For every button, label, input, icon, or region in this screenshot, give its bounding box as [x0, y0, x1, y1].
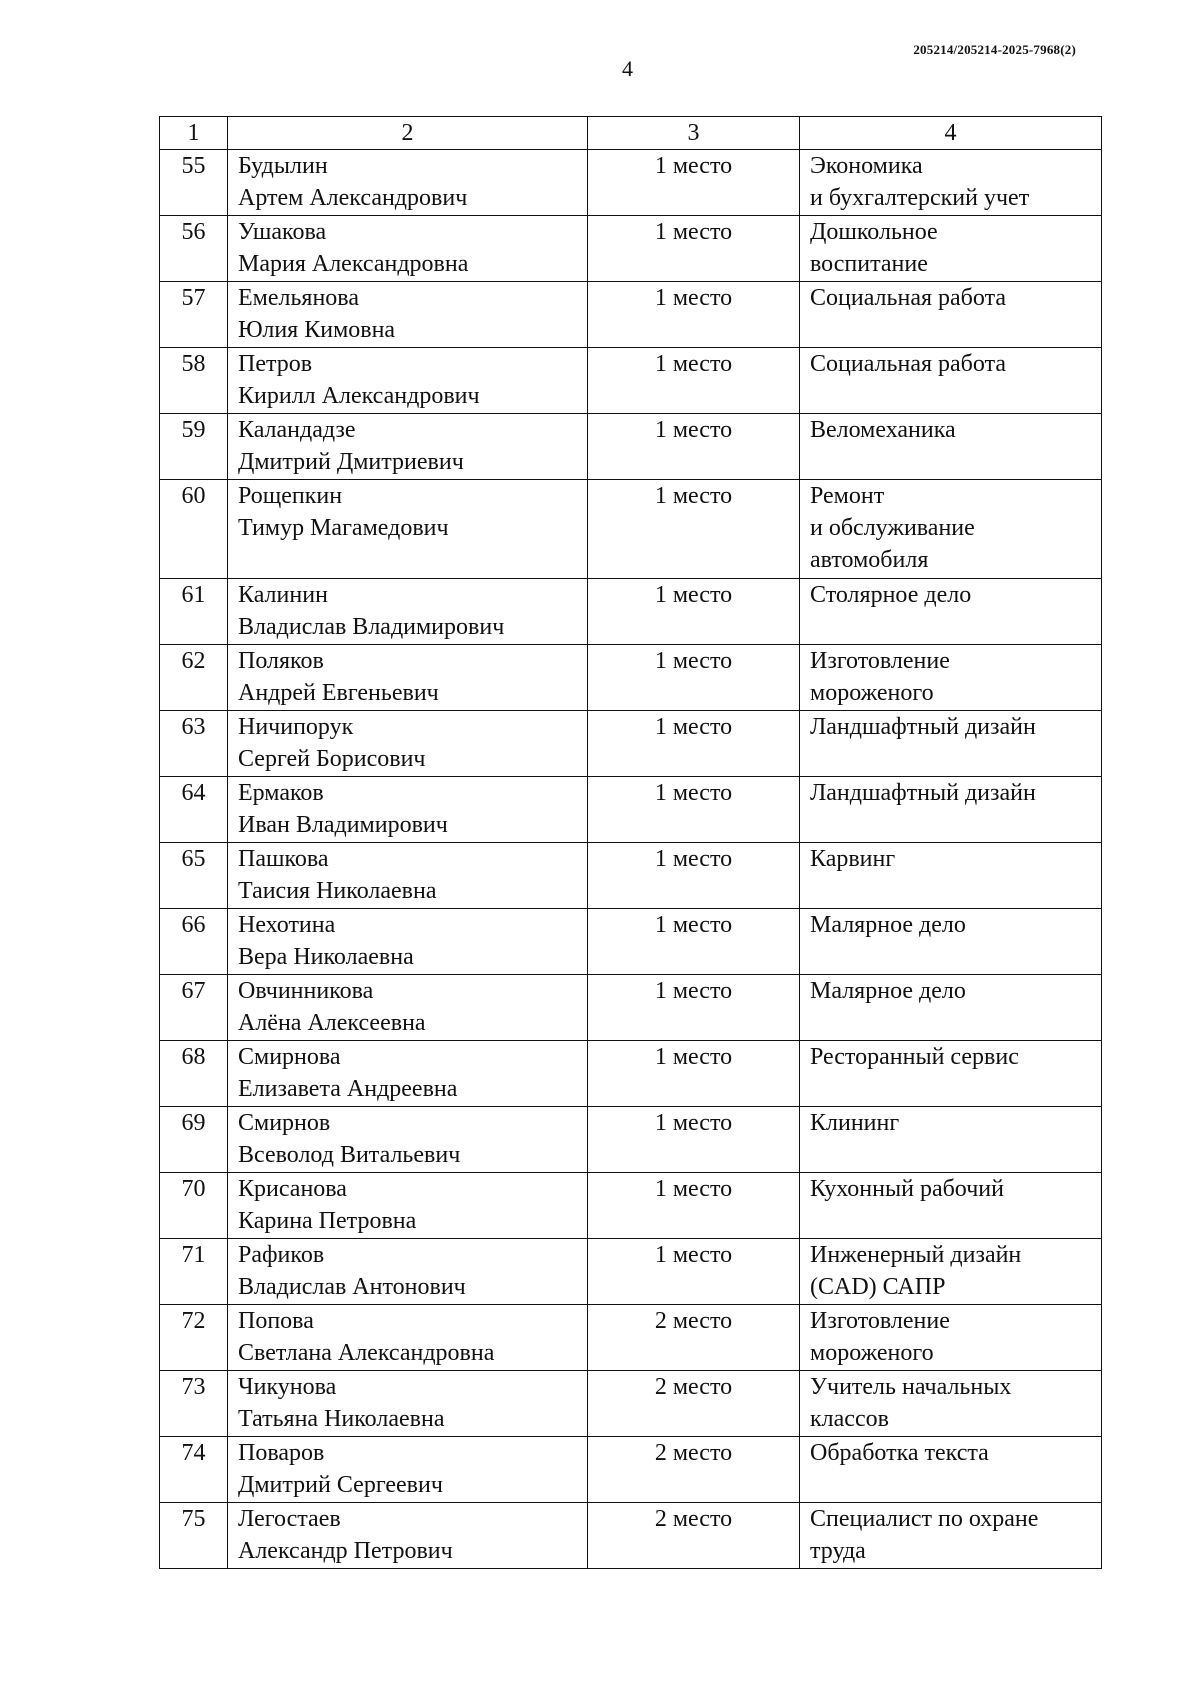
- participant-name: [228, 1503, 588, 1569]
- row-number: 62: [160, 645, 228, 711]
- participant-name: [228, 1041, 588, 1107]
- participant-given-names: Татьяна Николаевна: [238, 1406, 445, 1432]
- specialty-line: и обслуживание: [810, 515, 975, 541]
- row-number: 64: [160, 777, 228, 843]
- column-header-number: 1: [160, 117, 228, 150]
- column-header-place: 3: [588, 117, 800, 150]
- participant-name: [228, 1437, 588, 1503]
- specialty-line: труда: [810, 1538, 866, 1564]
- participant-name: [228, 1107, 588, 1173]
- table-row: [160, 216, 1102, 282]
- table-row: [160, 909, 1102, 975]
- participant-given-names: Сергей Борисович: [238, 746, 426, 772]
- table-row: [160, 579, 1102, 645]
- participant-surname: Ушакова: [238, 219, 327, 245]
- row-number: 71: [160, 1239, 228, 1305]
- participant-surname: Нехотина: [238, 912, 336, 938]
- row-number: 66: [160, 909, 228, 975]
- specialty-line: Специалист по охране: [810, 1506, 1039, 1532]
- place-result: 1 место: [588, 843, 800, 909]
- participant-surname: Овчинникова: [238, 978, 374, 1004]
- participant-given-names: Дмитрий Дмитриевич: [238, 449, 464, 475]
- participant-given-names: Владислав Владимирович: [238, 614, 505, 640]
- table-row: [160, 480, 1102, 579]
- participant-name: [228, 975, 588, 1041]
- participant-given-names: Светлана Александровна: [238, 1340, 495, 1366]
- place-result: 2 место: [588, 1371, 800, 1437]
- row-number: 65: [160, 843, 228, 909]
- row-number: 74: [160, 1437, 228, 1503]
- participant-surname: Смирнов: [238, 1110, 331, 1136]
- table-row: [160, 711, 1102, 777]
- specialty: [800, 1173, 1102, 1239]
- row-number: 69: [160, 1107, 228, 1173]
- participant-given-names: Елизавета Андреевна: [238, 1076, 458, 1102]
- specialty: [800, 645, 1102, 711]
- specialty-line: Изготовление: [810, 648, 950, 674]
- table-row: [160, 1437, 1102, 1503]
- specialty-line: Ремонт: [810, 483, 885, 509]
- participant-given-names: Вера Николаевна: [238, 944, 414, 970]
- specialty-line: Изготовление: [810, 1308, 950, 1334]
- specialty: [800, 1305, 1102, 1371]
- row-number: 73: [160, 1371, 228, 1437]
- table-row: [160, 1371, 1102, 1437]
- table-header-row: [160, 117, 1102, 150]
- participant-given-names: Таисия Николаевна: [238, 878, 437, 904]
- specialty: [800, 1239, 1102, 1305]
- participant-name: [228, 1305, 588, 1371]
- specialty: [800, 150, 1102, 216]
- specialty: [800, 1437, 1102, 1503]
- specialty-line: и бухгалтерский учет: [810, 185, 1030, 211]
- specialty-line: Социальная работа: [810, 285, 1006, 311]
- place-result: 1 место: [588, 414, 800, 480]
- place-result: 1 место: [588, 975, 800, 1041]
- specialty: [800, 1041, 1102, 1107]
- specialty: [800, 282, 1102, 348]
- results-table: [159, 116, 1102, 1569]
- participant-name: [228, 909, 588, 975]
- row-number: 72: [160, 1305, 228, 1371]
- specialty: [800, 579, 1102, 645]
- specialty-line: Дошкольное: [810, 219, 938, 245]
- row-number: 57: [160, 282, 228, 348]
- specialty-line: Инженерный дизайн: [810, 1242, 1022, 1268]
- specialty-line: (CAD) САПР: [810, 1274, 946, 1300]
- place-result: 1 место: [588, 348, 800, 414]
- specialty-line: Ресторанный сервис: [810, 1044, 1019, 1070]
- participant-given-names: Алёна Алексеевна: [238, 1010, 426, 1036]
- row-number: 56: [160, 216, 228, 282]
- row-number: 58: [160, 348, 228, 414]
- place-result: 1 место: [588, 909, 800, 975]
- column-header-specialty: 4: [800, 117, 1102, 150]
- participant-given-names: Иван Владимирович: [238, 812, 448, 838]
- participant-given-names: Андрей Евгеньевич: [238, 680, 439, 706]
- page-number: 4: [622, 56, 633, 81]
- participant-surname: Легостаев: [238, 1506, 341, 1532]
- specialty-line: Социальная работа: [810, 351, 1006, 377]
- participant-given-names: Александр Петрович: [238, 1538, 453, 1564]
- specialty: [800, 1503, 1102, 1569]
- participant-name: [228, 777, 588, 843]
- specialty: [800, 711, 1102, 777]
- participant-surname: Поляков: [238, 648, 324, 674]
- specialty: [800, 348, 1102, 414]
- table-row: [160, 1239, 1102, 1305]
- participant-surname: Ничипорук: [238, 714, 354, 740]
- table-row: [160, 1173, 1102, 1239]
- document-id: 205214/205214-2025-7968(2): [913, 42, 1076, 57]
- place-result: 2 место: [588, 1305, 800, 1371]
- table-row: [160, 843, 1102, 909]
- table-body: [160, 150, 1102, 1569]
- table-row: [160, 150, 1102, 216]
- participant-given-names: Кирилл Александрович: [238, 383, 480, 409]
- specialty-line: мороженого: [810, 1340, 934, 1366]
- table-row: [160, 645, 1102, 711]
- column-header-name: 2: [228, 117, 588, 150]
- participant-given-names: Тимур Магамедович: [238, 515, 449, 541]
- specialty-line: Ландшафтный дизайн: [810, 714, 1036, 740]
- specialty: [800, 414, 1102, 480]
- participant-name: [228, 1371, 588, 1437]
- specialty-line: Клининг: [810, 1110, 900, 1136]
- specialty-line: Обработка текста: [810, 1440, 989, 1466]
- row-number: 67: [160, 975, 228, 1041]
- specialty: [800, 843, 1102, 909]
- place-result: 1 место: [588, 711, 800, 777]
- participant-surname: Поваров: [238, 1440, 325, 1466]
- participant-given-names: Всеволод Витальевич: [238, 1142, 461, 1168]
- participant-given-names: Владислав Антонович: [238, 1274, 466, 1300]
- table-row: [160, 1305, 1102, 1371]
- participant-surname: Каландадзе: [238, 417, 356, 443]
- participant-name: [228, 579, 588, 645]
- table-row: [160, 282, 1102, 348]
- participant-surname: Крисанова: [238, 1176, 347, 1202]
- specialty-line: Карвинг: [810, 846, 896, 872]
- participant-surname: Будылин: [238, 153, 328, 179]
- specialty-line: автомобиля: [810, 547, 929, 573]
- participant-surname: Чикунова: [238, 1374, 337, 1400]
- place-result: 1 место: [588, 150, 800, 216]
- specialty: [800, 909, 1102, 975]
- participant-name: [228, 1173, 588, 1239]
- row-number: 75: [160, 1503, 228, 1569]
- specialty-line: Малярное дело: [810, 912, 966, 938]
- specialty-line: Кухонный рабочий: [810, 1176, 1004, 1202]
- table-row: [160, 1107, 1102, 1173]
- specialty-line: классов: [810, 1406, 889, 1432]
- specialty-line: Веломеханика: [810, 417, 956, 443]
- participant-surname: Емельянова: [238, 285, 359, 311]
- row-number: 68: [160, 1041, 228, 1107]
- participant-surname: Рощепкин: [238, 483, 343, 509]
- specialty-line: Малярное дело: [810, 978, 966, 1004]
- specialty: [800, 1107, 1102, 1173]
- specialty-line: мороженого: [810, 680, 934, 706]
- participant-given-names: Дмитрий Сергеевич: [238, 1472, 443, 1498]
- participant-surname: Пашкова: [238, 846, 329, 872]
- specialty: [800, 480, 1102, 579]
- participant-surname: Попова: [238, 1308, 314, 1334]
- participant-name: [228, 843, 588, 909]
- row-number: 60: [160, 480, 228, 579]
- place-result: 1 место: [588, 579, 800, 645]
- participant-given-names: Мария Александровна: [238, 251, 469, 277]
- place-result: 1 место: [588, 1107, 800, 1173]
- table-row: [160, 414, 1102, 480]
- participant-name: [228, 150, 588, 216]
- place-result: 1 место: [588, 480, 800, 579]
- participant-given-names: Артем Александрович: [238, 185, 468, 211]
- participant-name: [228, 645, 588, 711]
- row-number: 59: [160, 414, 228, 480]
- place-result: 2 место: [588, 1503, 800, 1569]
- specialty: [800, 777, 1102, 843]
- place-result: 1 место: [588, 1041, 800, 1107]
- row-number: 61: [160, 579, 228, 645]
- participant-name: [228, 414, 588, 480]
- specialty: [800, 1371, 1102, 1437]
- participant-surname: Петров: [238, 351, 313, 377]
- place-result: 1 место: [588, 216, 800, 282]
- place-result: 1 место: [588, 282, 800, 348]
- specialty-line: Столярное дело: [810, 582, 972, 608]
- participant-surname: Смирнова: [238, 1044, 341, 1070]
- table-row: [160, 348, 1102, 414]
- row-number: 63: [160, 711, 228, 777]
- participant-name: [228, 282, 588, 348]
- place-result: 1 место: [588, 1239, 800, 1305]
- table-row: [160, 1041, 1102, 1107]
- place-result: 1 место: [588, 1173, 800, 1239]
- participant-surname: Калинин: [238, 582, 328, 608]
- specialty-line: Экономика: [810, 153, 923, 179]
- place-result: 2 место: [588, 1437, 800, 1503]
- participant-surname: Рафиков: [238, 1242, 325, 1268]
- specialty: [800, 216, 1102, 282]
- participant-given-names: Юлия Кимовна: [238, 317, 396, 343]
- table-row: [160, 1503, 1102, 1569]
- participant-name: [228, 480, 588, 579]
- place-result: 1 место: [588, 645, 800, 711]
- participant-name: [228, 711, 588, 777]
- row-number: 55: [160, 150, 228, 216]
- specialty-line: Ландшафтный дизайн: [810, 780, 1036, 806]
- specialty-line: воспитание: [810, 251, 928, 277]
- participant-name: [228, 1239, 588, 1305]
- specialty-line: Учитель начальных: [810, 1374, 1012, 1400]
- table-header: [160, 117, 1102, 150]
- participant-name: [228, 216, 588, 282]
- row-number: 70: [160, 1173, 228, 1239]
- table-row: [160, 975, 1102, 1041]
- participant-name: [228, 348, 588, 414]
- specialty: [800, 975, 1102, 1041]
- participant-given-names: Карина Петровна: [238, 1208, 417, 1234]
- table-row: [160, 777, 1102, 843]
- place-result: 1 место: [588, 777, 800, 843]
- participant-surname: Ермаков: [238, 780, 324, 806]
